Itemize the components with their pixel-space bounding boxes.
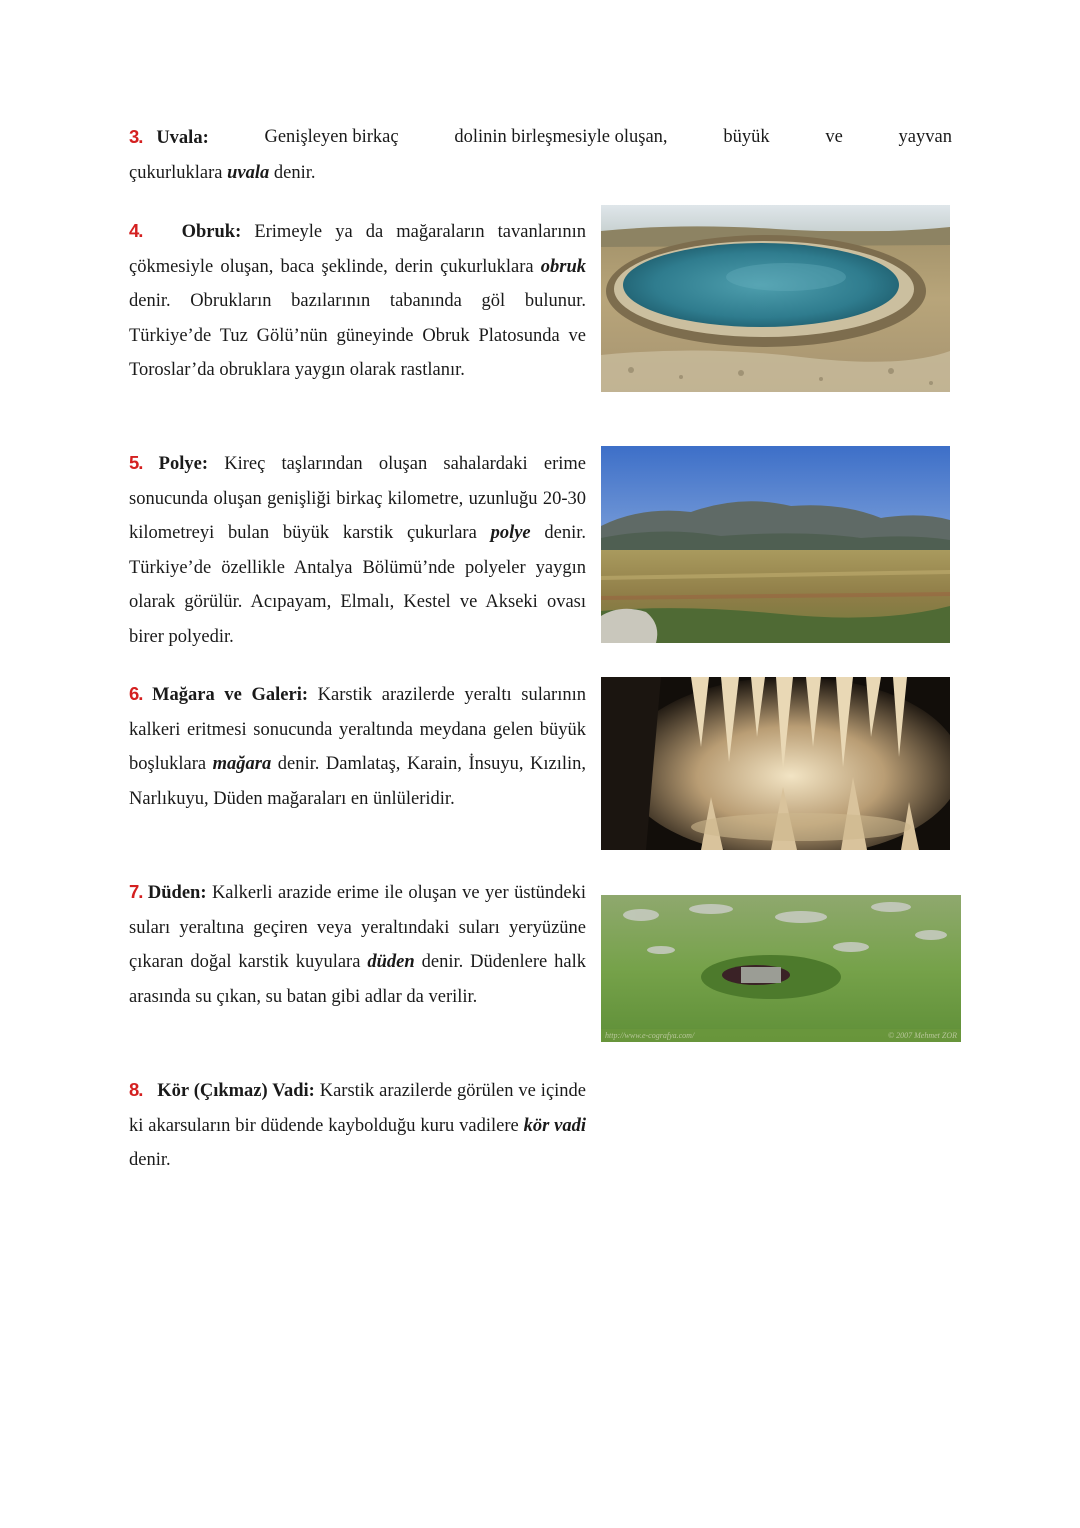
item-heading: Mağara ve Galeri: xyxy=(152,685,309,705)
photo-watermark-right: © 2007 Mehmet ZOR xyxy=(888,1031,957,1040)
item-obruk xyxy=(129,214,586,388)
item-text: denir. Obrukların bazılarının tabanında göl bulunur. Türkiye’de Tuz Gölü’nün güneyinde Obruk Platosunda ve Toroslar’da obruklara yaygın olarak rastlanır. xyxy=(129,291,586,381)
item-term: obruk xyxy=(540,256,586,277)
item-text: denir. xyxy=(129,1150,171,1171)
item-term: polye xyxy=(490,523,531,544)
item-text: denir. Damlataş, Karain, İnsuyu, Kızılin, Narlıkuyu, Düden mağaraları en ünlüleridir. xyxy=(129,754,586,809)
item-kor-vadi xyxy=(129,1073,586,1178)
item-term: mağara xyxy=(212,754,272,775)
item-uvala xyxy=(129,120,952,190)
line-word: ve xyxy=(825,127,843,147)
item-number: 7. xyxy=(129,881,143,902)
item-text: Kireç taşlarından oluşan sahalardaki erime sonucunda oluşan genişliği birkaç kilometre, uzunluğu 20-30 kilometreyi bulan büyük karstik çukurlara xyxy=(129,454,586,544)
item-number: 4. xyxy=(129,220,143,241)
item-text: Karstik arazilerde görülen ve içinde ki akarsuların bir düdende kaybolduğu kuru vadilere xyxy=(129,1081,587,1136)
item-heading: Kör (Çıkmaz) Vadi: xyxy=(157,1081,315,1101)
item-polye xyxy=(129,446,586,655)
item-text: Kalkerli arazide erime ile oluşan ve yer üstündeki suları yeraltına geçiren veya yeraltındaki suları yeryüzüne çıkaran doğal karstik kuyulara xyxy=(129,883,587,973)
item-duden xyxy=(129,875,586,1014)
item-heading: Düden: xyxy=(147,883,207,903)
item-text: denir. xyxy=(269,162,316,183)
item-text: denir. Düdenlere halk arasında su çıkan, su batan gibi adlar da verilir. xyxy=(129,952,587,1007)
item-number: 5. xyxy=(129,452,143,473)
item-uvala-line1 xyxy=(129,120,952,156)
item-uvala-lead xyxy=(129,120,209,156)
item-number: 6. xyxy=(129,683,143,704)
item-term: uvala xyxy=(227,162,270,183)
obruk-lake-photo xyxy=(601,205,950,392)
item-heading: Polye: xyxy=(158,454,208,474)
item-heading: Uvala: xyxy=(156,128,209,148)
item-uvala-line2 xyxy=(129,156,952,191)
photo-watermark-left: http://www.e-cografya.com/ xyxy=(605,1031,695,1040)
item-number: 8. xyxy=(129,1079,143,1100)
line-word: dolinin birleşmesiyle oluşan, xyxy=(454,127,668,147)
line-word: yayvan xyxy=(898,127,952,147)
item-text: Erimeyle ya da mağaraların tavanlarının çökmesiyle oluşan, baca şeklinde, derin çukurluklara xyxy=(129,222,586,277)
line-word: Genişleyen birkaç xyxy=(264,127,399,147)
item-term: düden xyxy=(367,952,415,973)
item-text: Karstik arazilerde yeraltı sularının kalkeri eritmesi sonucunda yeraltında meydana gelen büyük boşluklara xyxy=(129,685,586,775)
item-magara xyxy=(129,677,586,816)
line-word: büyük xyxy=(723,127,770,147)
item-heading: Obruk: xyxy=(181,222,242,242)
cave-photo xyxy=(601,677,950,850)
duden-sinkhole-photo xyxy=(601,895,961,1042)
item-text: denir. Türkiye’de özellikle Antalya Bölümü’nde polyeler yaygın olarak görülür. Acıpayam, Elmalı, Kestel ve Akseki ovası birer polyedir. xyxy=(129,523,586,647)
item-number: 3. xyxy=(129,126,143,147)
item-text: çukurluklara xyxy=(129,162,228,183)
item-term: kör vadi xyxy=(523,1115,586,1136)
polye-plain-photo xyxy=(601,446,950,643)
